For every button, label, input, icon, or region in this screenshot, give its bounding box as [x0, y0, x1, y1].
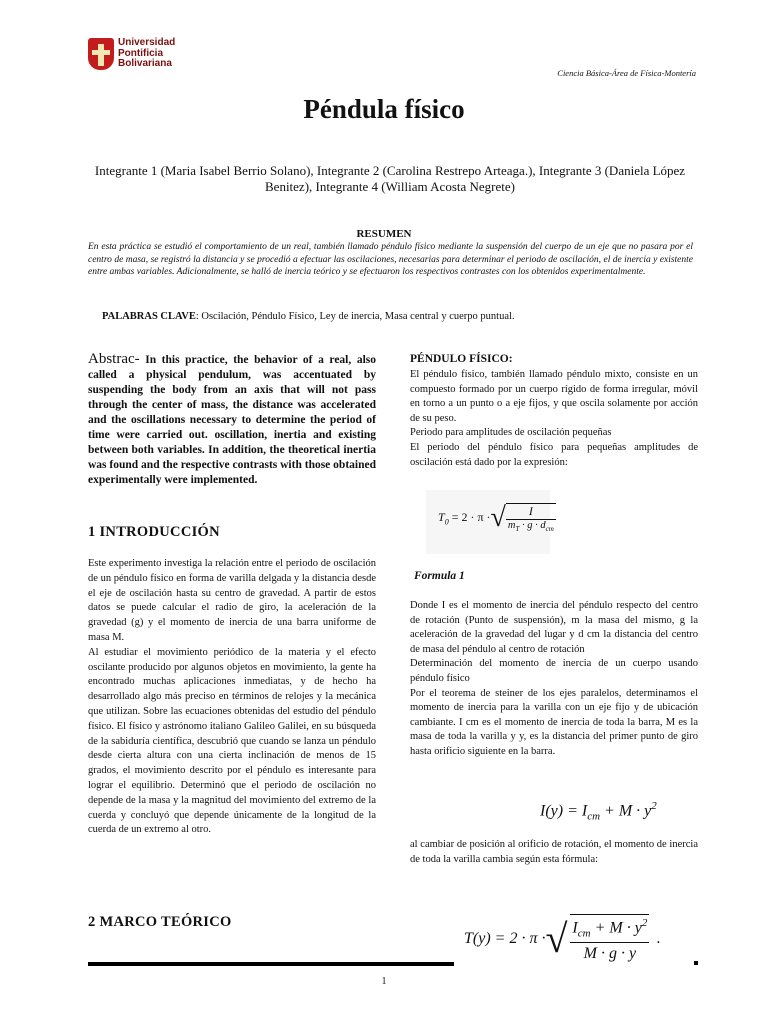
footer-rule-dot [694, 961, 698, 965]
logo-line-1: Universidad [118, 37, 176, 48]
paragraph: Determinación del momento de inercia de un cuerpo usando péndulo físico [410, 658, 698, 684]
logo-text [118, 38, 175, 70]
authors: Integrante 1 (Maria Isabel Berrio Solano), Integrante 2 (Carolina Restrepo Arteaga.), Integrante 3 (Daniela López Benitez), Integrante 4 (William Acosta Negrete) [94, 163, 686, 194]
abstract [88, 352, 376, 488]
logo-line-2: Pontificia [118, 47, 164, 59]
university-logo [88, 36, 183, 76]
pendulo-heading: PÉNDULO FÍSICO: [410, 353, 513, 365]
formula-3: T(y) = 2 · π · √ $I_{cm} + M \cdot y^2$ M · g · y . [464, 914, 704, 972]
intro-paragraph: Este experimento investiga la relación entre el periodo de oscilación de un péndulo físico en forma de varilla delgada y la distancia desde el eje de oscilación hasta su centro de gravedad. A partir de estos datos se puede calcular el radio de giro, la aceleración de la gravedad (g) y el momento de inercia de una barra uniforme de masa M. [88, 558, 376, 643]
keywords-text: : Oscilación, Péndulo Físico, Ley de inercia, Masa central y cuerpo puntual. [195, 311, 515, 322]
formula-1-caption: Formula 1 [414, 570, 465, 582]
formula-2: $I(y) = I_{cm} + M \cdot y^2$ [540, 800, 657, 823]
paragraph: El periodo del péndulo físico para pequeñas amplitudes de oscilación está dado por la expresión: [410, 441, 698, 468]
header-department: Ciencia Básica-Área de Física-Montería [557, 68, 696, 78]
page-number: 1 [381, 976, 387, 987]
section-heading-marco: 2 MARCO TEÓRICO [88, 914, 232, 930]
paper-title: Péndula físico [303, 94, 465, 124]
section-heading-intro: 1 INTRODUCCIÓN [88, 524, 220, 540]
keywords-label: PALABRAS CLAVE [102, 311, 196, 322]
abstract-text: In this practice, the behavior of a real, also called a physical pendulum, was accentuated by suspending the body from an axis that will not pass through the center of mass, the distance was accelerated and the oscillations necessary to determine the period of time were carried out. oscillation, inertia and existing between both variables. In addition, the theoretical inertia was found and the respective contrasts with those obtained experimentally were implemented. [88, 354, 376, 486]
shield-icon [88, 38, 114, 70]
pendulo-body-1 [410, 368, 698, 470]
paragraph: Periodo para amplitudes de oscilación pequeñas [410, 427, 612, 439]
footer-rule [88, 962, 454, 966]
formula-1: $T_0 = 2 \cdot \pi$ · √ I $m_T \cdot g \cdot d_{cm}$ [438, 502, 554, 534]
logo-line-3: Bolivariana [118, 58, 172, 69]
pendulo-body-3: al cambiar de posición al orificio de rotación, el momento de inercia de toda la varilla cambia según esta fórmula: [410, 839, 698, 865]
keywords [102, 311, 692, 322]
resumen-heading: RESUMEN [356, 228, 412, 240]
resumen-text: En esta práctica se estudió el comportamiento de un real, también llamado péndulo físico mediante la suspensión del cuerpo de un eje que no pasara por el centro de masa, se registró la distancia y se procedió a efectuar las oscilaciones, necesarias para determinar el periodo de oscilación, el de inercia y existente entre ambas variables. Adicionalmente, se halló de inercia teórico y se efectuaron los respectivos contrastes con los obtenidos experimentalmente. [88, 242, 693, 277]
abstract-lead: Abstrac- [88, 351, 140, 367]
intro-body [88, 557, 376, 838]
intro-paragraph: Al estudiar el movimiento periódico de la materia y el efecto oscilante producido por algunos objetos en movimiento, la gente ha encontrado muchas aplicaciones inmediatas, y de hecho ha desarrollado algo más preciso en términos de relojes y la mecánica que utilizan. Sobre las ecuaciones obtenidas del estudio del péndulo físico. El físico y astrónomo italiano Galileo Galilei, en su búsqueda de la sabiduría científica, descubrió que cuando se lanza un péndulo desde cierta altura con una cierta inclinación de menos de 15 grados, el movimiento descrito por el péndulo es interesante para lograr el equilibrio. Determinó que el periodo de oscilación no depende de la masa y la magnitud del movimiento del extremo de la cuerda y concluyó que depende únicamente de la longitud de la cuerda de un extremo al otro. [88, 646, 376, 836]
paragraph: Donde I es el momento de inercia del péndulo respecto del centro de rotación (Punto de suspensión), m la masa del mismo, g la aceleración de la gravedad del lugar y d cm la distancia del centro de masa del péndulo al centro de rotación [410, 600, 698, 655]
paragraph: Por el teorema de steiner de los ejes paralelos, determinamos el momento de inercia para la varilla con un eje fijo y de ubicación cambiante. I cm es el momento de inercia de toda la barra, M es la masa de toda la varilla y y, es la distancia del primer punto de giro hasta orificio siguiente en la barra. [410, 687, 698, 757]
pendulo-body-2 [410, 599, 698, 760]
paragraph: El péndulo físico, también llamado péndulo mixto, consiste en un compuesto formado por un cuerpo rígido de forma irregular, móvil en torno a un punto o a eje fijos, y que oscila solamente por acción de su peso. [410, 369, 698, 424]
